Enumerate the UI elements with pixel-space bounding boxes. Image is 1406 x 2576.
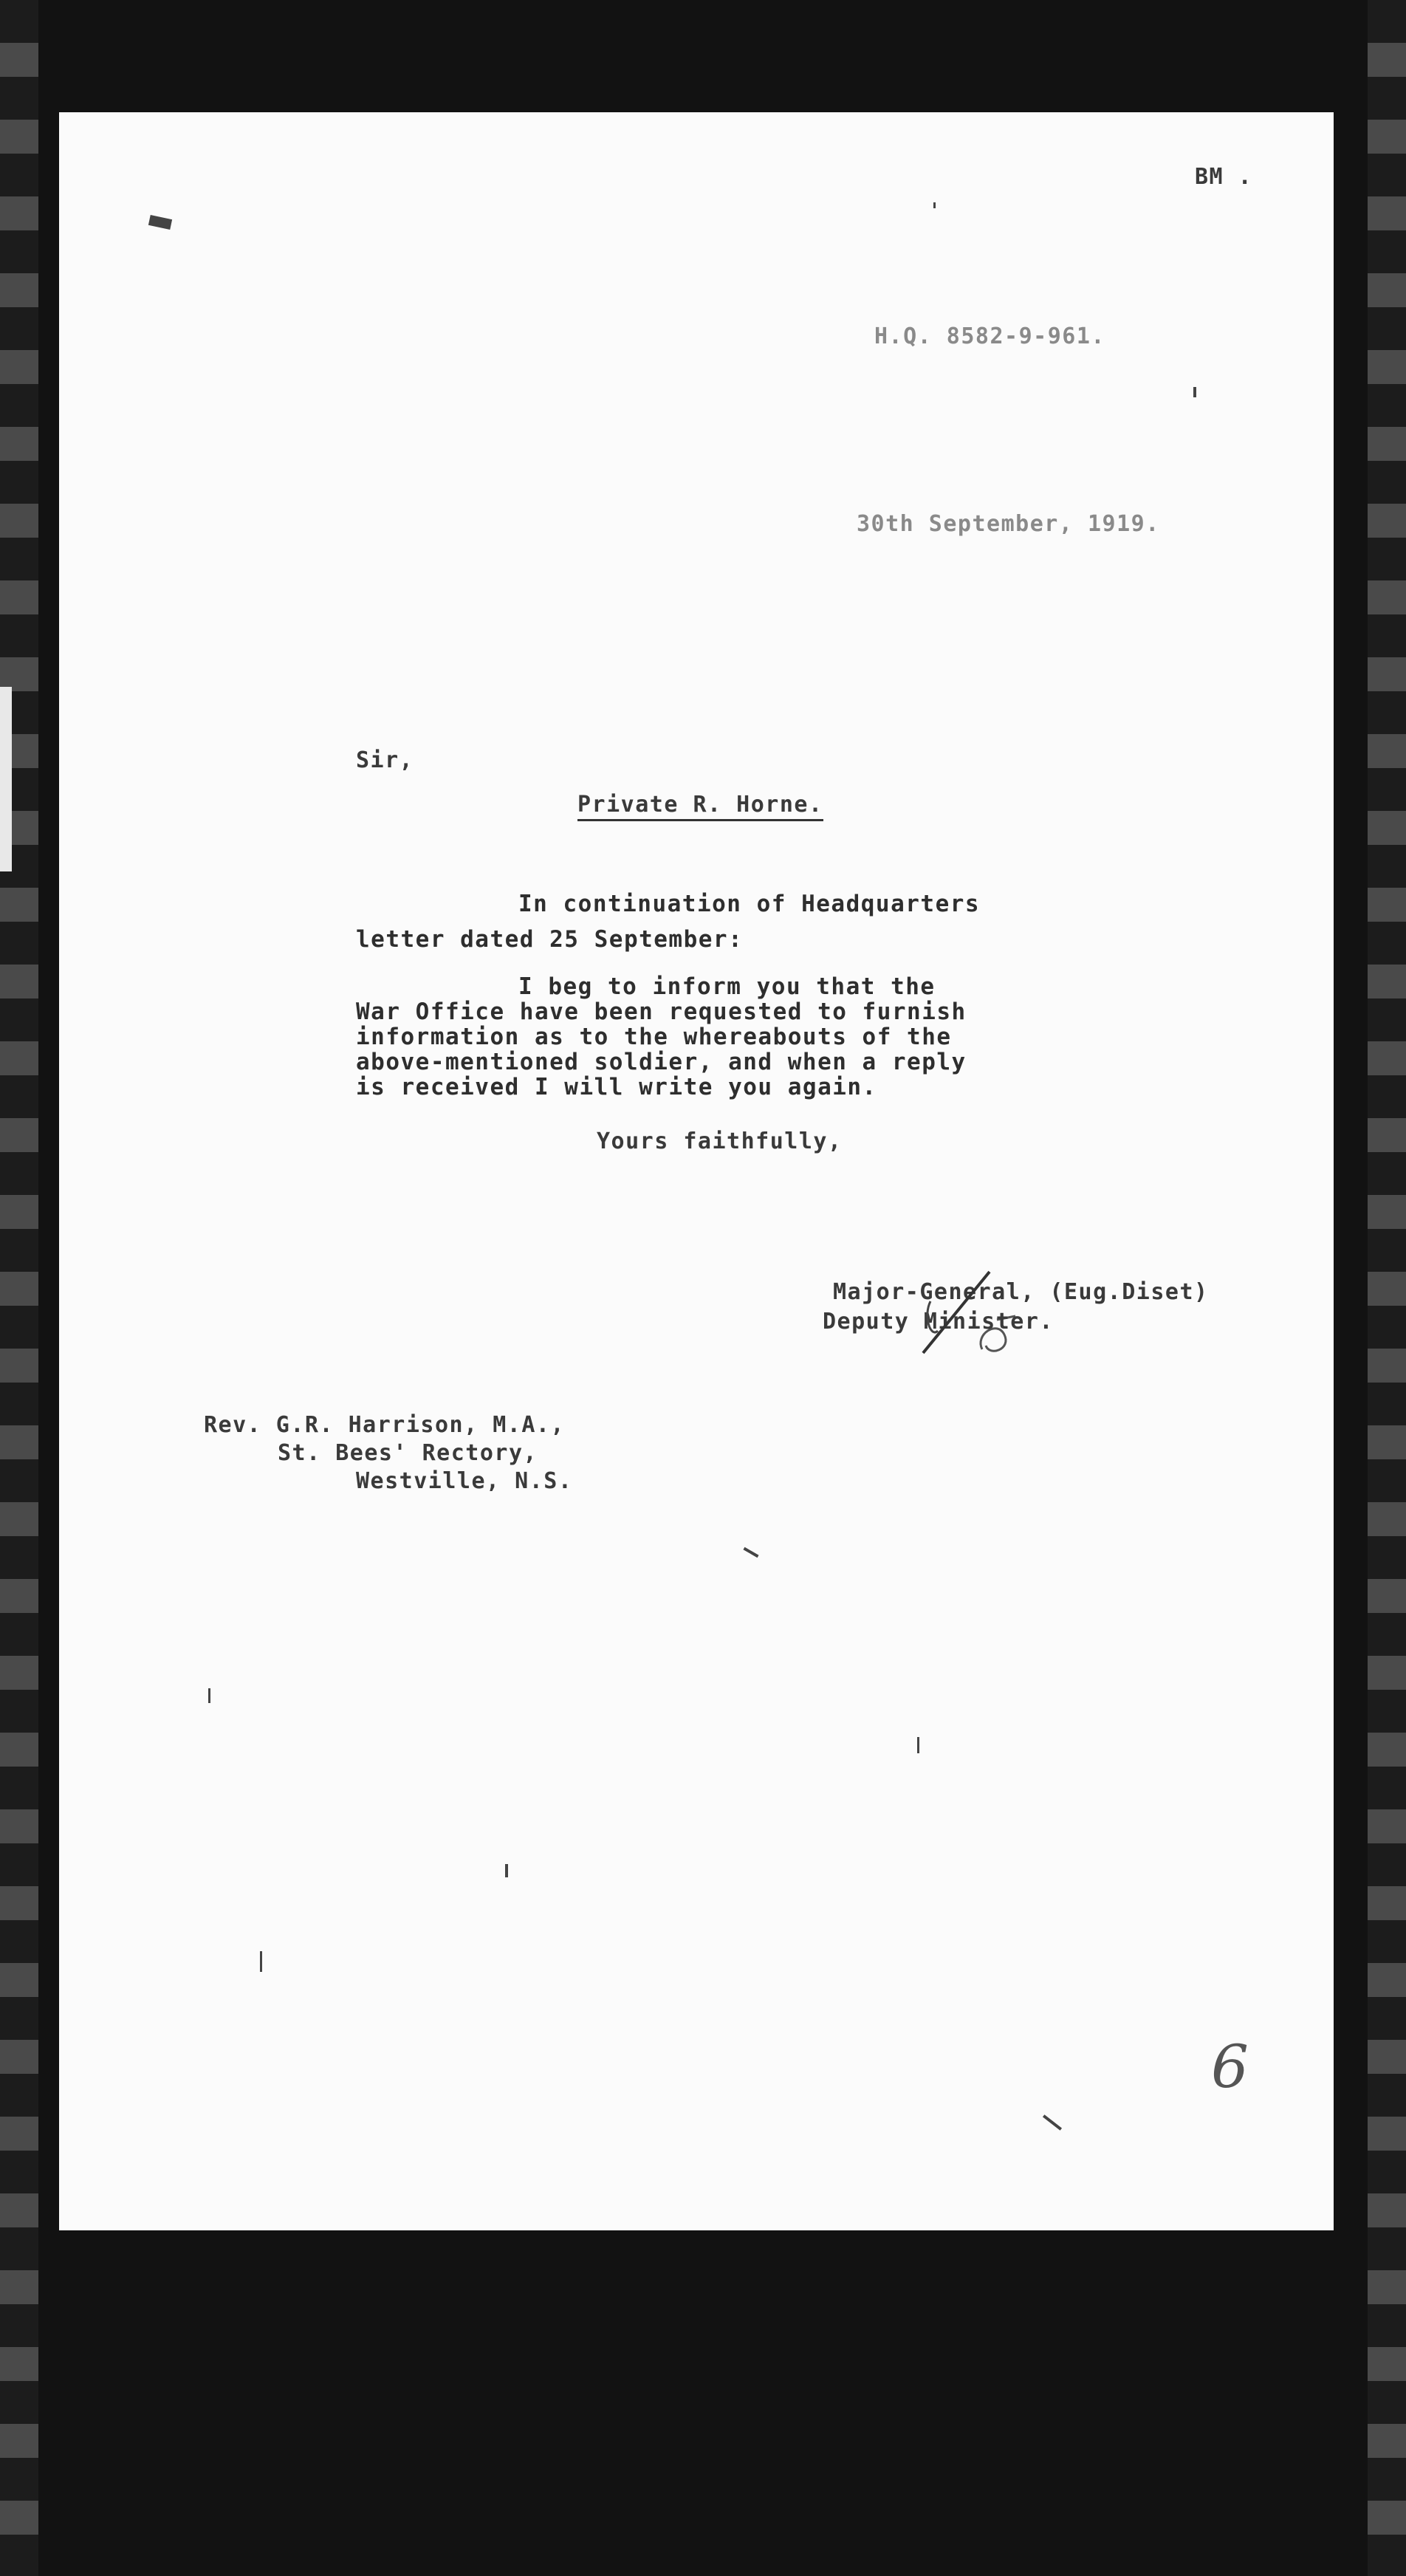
page-number-handwritten: 6 <box>1211 2032 1249 2101</box>
subject-line: Private R. Horne. <box>577 792 823 821</box>
ink-speck <box>743 1547 758 1558</box>
letter-page <box>59 112 1334 2230</box>
ink-speck <box>1043 2114 1062 2131</box>
ink-speck <box>260 1951 262 1972</box>
corner-code: BM . <box>1195 164 1253 190</box>
paragraph2-line3: information as to the whereabouts of the <box>356 1024 952 1050</box>
ink-mark <box>148 215 172 230</box>
closing: Yours faithfully, <box>597 1128 843 1154</box>
paragraph2-line5: is received I will write you again. <box>356 1074 877 1100</box>
ink-speck <box>917 1737 919 1753</box>
paragraph2-line4: above-mentioned soldier, and when a reply <box>356 1049 967 1075</box>
letter-date: 30th September, 1919. <box>857 511 1160 537</box>
handwritten-strike <box>916 1264 1004 1360</box>
signatory-title: Major-General, (Eug.Diset) <box>833 1279 1209 1305</box>
addressee-line3: Westville, N.S. <box>356 1468 573 1494</box>
signatory-position: Deputy Minister. <box>823 1309 1054 1335</box>
paragraph2-line2: War Office have been requested to furnish <box>356 998 967 1025</box>
salutation: Sir, <box>356 747 414 773</box>
addressee-line1: Rev. G.R. Harrison, M.A., <box>204 1412 566 1438</box>
ink-speck <box>208 1688 210 1703</box>
paragraph2-line1: I beg to inform you that the <box>518 973 936 1000</box>
ink-speck <box>505 1864 508 1877</box>
ink-speck <box>1193 387 1196 397</box>
film-edge-highlight <box>0 687 12 871</box>
paragraph1-line1: In continuation of Headquarters <box>518 891 981 917</box>
paragraph1-line2: letter dated 25 September: <box>356 926 744 953</box>
addressee-line2: St. Bees' Rectory, <box>278 1440 538 1466</box>
file-number: H.Q. 8582-9-961. <box>874 323 1105 349</box>
ink-speck <box>933 202 936 208</box>
